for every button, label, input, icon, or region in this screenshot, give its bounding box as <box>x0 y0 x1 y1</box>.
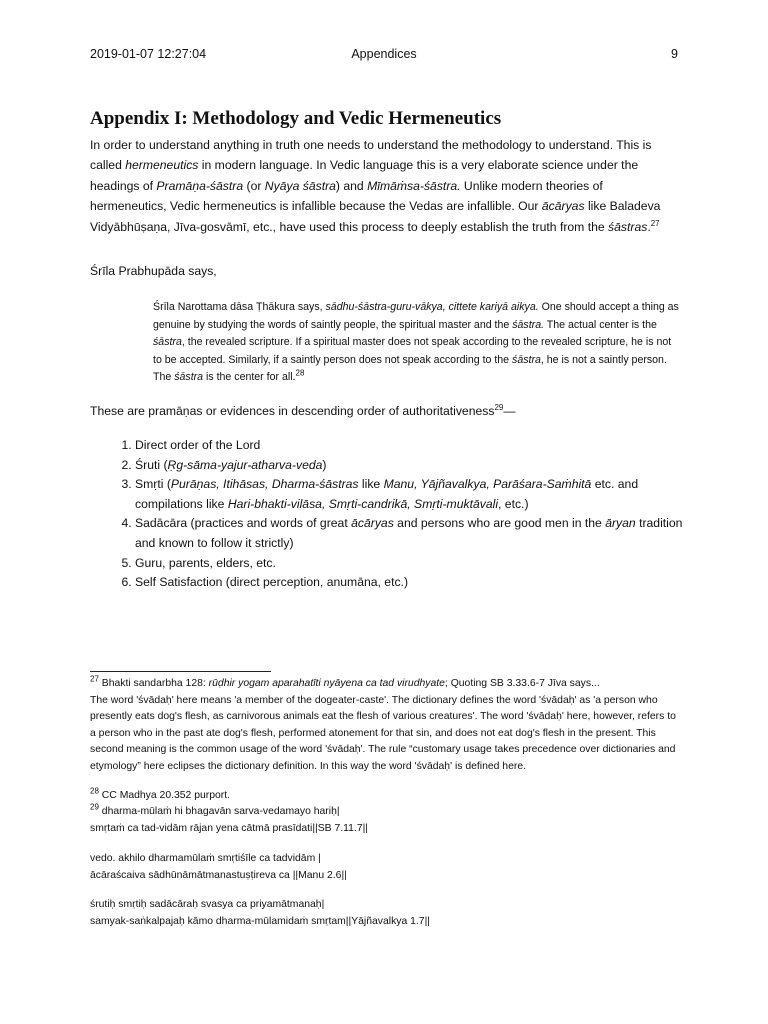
list-item: 5. Guru, parents, elders, etc. <box>135 554 704 574</box>
footnote-27: $^{27}$ Bhakti sandarbha 128: rūḍhir yogam aparahatīti nyāyena ca tad virudhyate; Quoting SB 3.33.6-7 Jīva says... The word 'śvādaḥ' here means 'a member of the dogeater-caste'. The dictionary defines the word 'śvādaḥ' as 'a person who presently eats dog's flesh, as carnivorous animals eat the flesh of various creatures'. The word 'śvādaḥ' here, however, refers to a person who in the past ate dog's flesh, performed atonement for that sin, and does not eat dog's flesh in the present. This second meaning is the common usage of the word 'śvādaḥ'. The rule “customary usage takes precedence over dictionaries and etymology” here eclipses the dictionary definition. In this way the word 'śvādaḥ' is defined here. <box>90 674 676 772</box>
header-section: Appendices <box>351 47 417 61</box>
footnote-29: $^{29}$ dharma-mūlaṁ hi bhagavān sarva-vedamayo hariḥ| <box>90 802 340 817</box>
footnote-ref-29[interactable]: 29 <box>494 402 504 412</box>
verse-sb: smṛtaṁ ca tad-vidām rājan yena cātmā prasīdati||SB 7.11.7|| <box>90 823 368 834</box>
list-item: 6. Self Satisfaction (direct perception, anumāna, etc.) <box>135 573 704 593</box>
list-item: 1. Direct order of the Lord <box>135 436 704 456</box>
list-item: 2. Śruti (Ṛg-sāma-yajur-atharva-veda) <box>135 456 704 476</box>
evidence-list <box>113 436 704 593</box>
header-timestamp: 2019-01-07 12:27:04 <box>90 47 207 61</box>
footnote-ref-27[interactable]: 27 <box>650 218 660 228</box>
footnote-ref-28[interactable]: 28 <box>295 368 305 378</box>
list-item: 3. Smṛti (Purāṇas, Itihāsas, Dharma-śāstras like Manu, Yājñavalkya, Parāśara-Saṁhitā etc. and compilations like Hari-bhakti-vilāsa, Smṛti-candrikā, Smṛti-muktāvali, etc.) <box>135 475 704 514</box>
prabhupada-says: Śrīla Prabhupāda says, <box>90 264 217 278</box>
page-title: Appendix I: Methodology and Vedic Hermeneutics <box>90 108 502 129</box>
list-item: 4. Sadācāra (practices and words of great ācāryas and persons who are good men in the āryan tradition and known to follow it strictly) <box>135 514 704 553</box>
footnote-separator <box>90 671 271 672</box>
footnote-28: $^{28}$ CC Madhya 20.352 purport. <box>90 786 231 801</box>
verse-yajnavalkya: śrutiḥ smṛtiḥ sadācāraḥ svasya ca priyamātmanaḥ| samyak-saṅkalpajaḥ kāmo dharma-mūlamidaṁ smṛtam||Yājñavalkya 1.7|| <box>90 899 430 927</box>
evidences-lead: These are pramāṇas or evidences in descending order of authoritativeness$^{29}$— <box>90 402 516 418</box>
header-page-number: 9 <box>671 47 678 61</box>
block-quote: Śrīla Narottama dāsa Ṭhākura says, sādhu-śāstra-guru-vākya, cittete kariyā aikya. One should accept a thing as genuine by studying the words of saintly people, the spiritual master and the śāstra. The actual center is the śāstra, the revealed scripture. If a spiritual master does not speak according to the revealed scripture, he is not to be accepted. Similarly, if a saintly person does not speak according to the śāstra, he is not a saintly person. The śāstra is the center for all.$^{28}$ <box>153 301 679 384</box>
verse-manu: vedo. akhilo dharmamūlaṁ smṛtiśīle ca tadvidām | ācāraścaiva sādhūnāmātmanastuṣṭireva ca ||Manu 2.6|| <box>90 853 347 881</box>
intro-paragraph: In order to understand anything in truth one needs to understand the methodology to understand. This is called hermeneutics in modern language. In Vedic language this is a very elaborate science under the headings of Pramāṇa-śāstra (or Nyāya śāstra) and Mīmāṁsa-śāstra. Unlike modern theories of hermeneutics, Vedic hermeneutics is infallible because the Vedas are infallible. Our ācāryas like Baladeva Vidyābhūṣaṇa, Jīva-gosvāmī, etc., have used this process to deeply establish the truth from the śāstras.$^{27}$ <box>90 138 661 234</box>
